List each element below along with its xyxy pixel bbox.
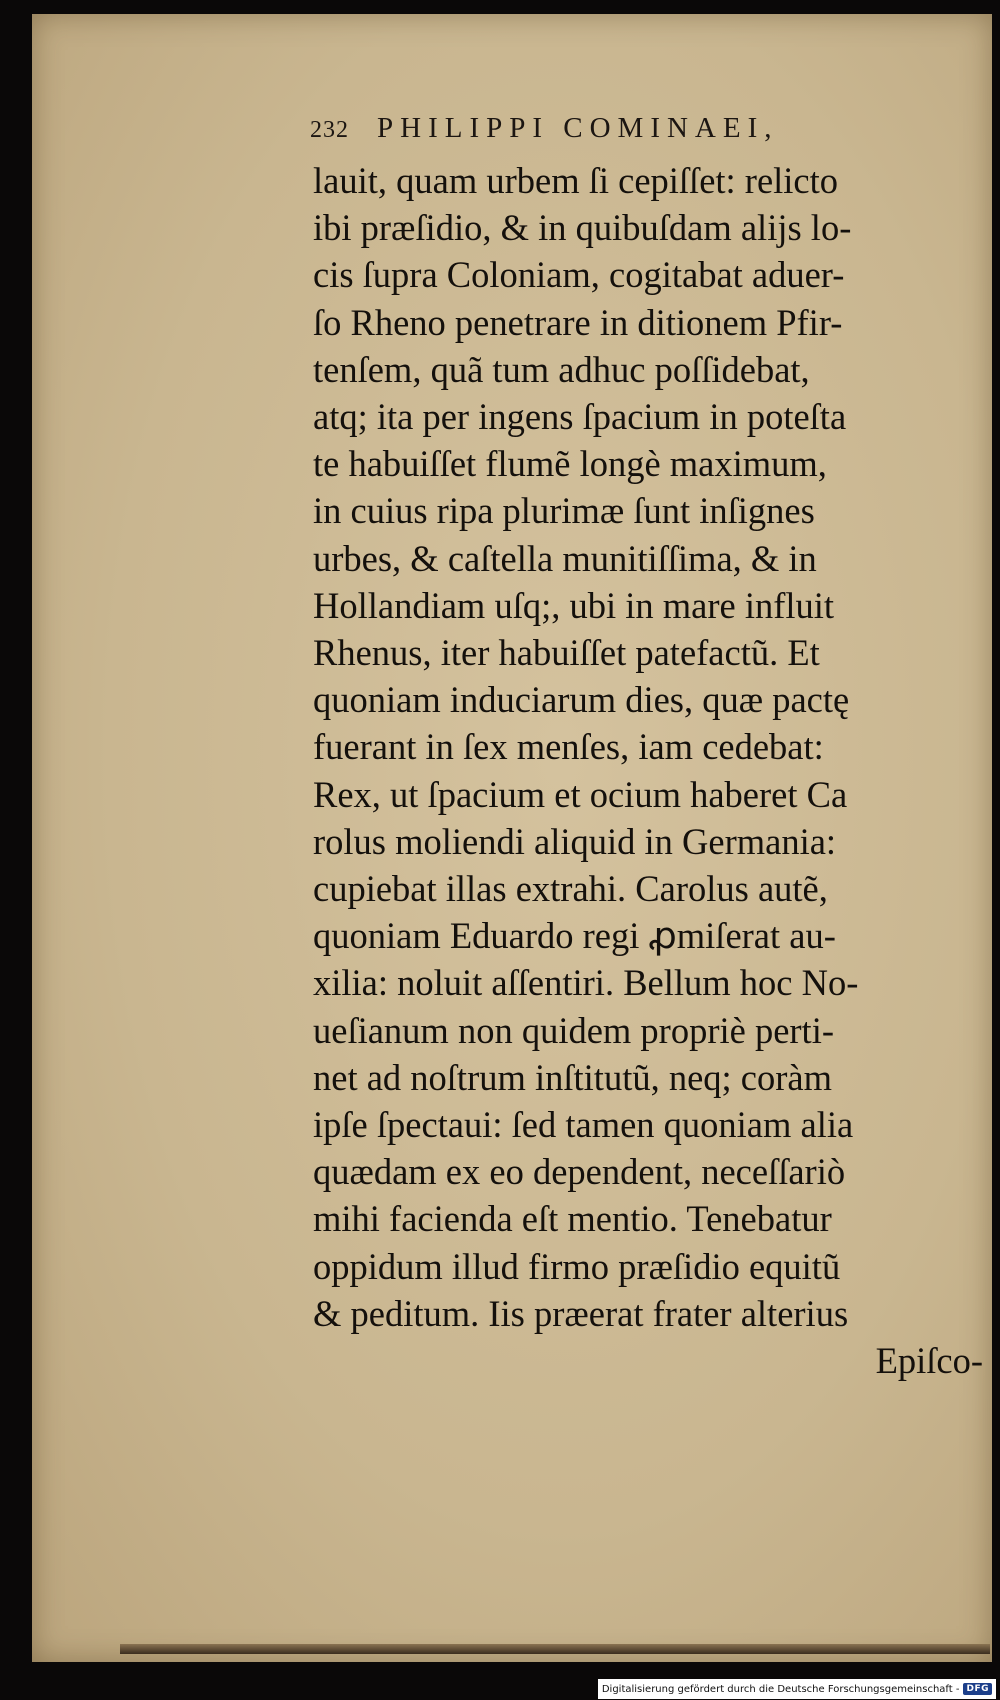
text-line: te habuiſſet flumẽ longè maximum, <box>313 443 827 485</box>
running-head: PHILIPPI COMINAEI, <box>377 112 779 144</box>
text-line: lauit, quam urbem ſi cepiſſet: relicto <box>313 160 839 201</box>
book-page <box>32 14 992 1662</box>
page-edge <box>120 1644 990 1654</box>
text-line: quædam ex eo dependent, neceſſariò <box>313 1151 846 1193</box>
funding-credit: Digitalisierung gefördert durch die Deutsche Forschungsgemeinschaft - <box>601 1683 960 1695</box>
page-header <box>310 112 930 152</box>
text-line: quoniam induciarum dies, quæ pactę <box>313 679 850 721</box>
text-line: ibi præſidio, & in quibuſdam alijs lo- <box>313 207 852 249</box>
text-line: rolus moliendi aliquid in Germania: <box>313 820 837 862</box>
text-line: cupiebat illas extrahi. Carolus autẽ, <box>313 868 828 910</box>
text-line: tenſem, quã tum adhuc poſſidebat, <box>313 348 810 390</box>
text-line: ipſe ſpectaui: ſed tamen quoniam alia <box>313 1104 854 1146</box>
digitization-footer <box>598 1679 996 1699</box>
text-line: in cuius ripa plurimæ ſunt inſignes <box>313 490 815 532</box>
text-line: ſo Rheno penetrare in ditionem Pfir- <box>313 301 843 343</box>
text-line: net ad noſtrum inſtitutũ, neq; coràm <box>313 1056 833 1098</box>
text-line: atq; ita per ingens ſpacium in poteſta <box>313 396 847 438</box>
dfg-logo-icon: DFG <box>963 1683 992 1695</box>
text-line: Hollandiam uſq;, ubi in mare influit <box>313 584 835 626</box>
page-number: 232 <box>310 117 349 143</box>
text-line: oppidum illud firmo præſidio equitũ <box>313 1245 841 1287</box>
text-line: xilia: noluit aſſentiri. Bellum hoc No- <box>313 962 859 1004</box>
text-line: urbes, & caſtella munitiſſima, & in <box>313 537 817 579</box>
text-line: fuerant in ſex menſes, iam cedebat: <box>313 726 824 768</box>
text-line: cis ſupra Coloniam, cogitabat aduer- <box>313 254 845 296</box>
text-line: ueſianum non quidem propriè perti- <box>313 1009 834 1051</box>
text-line: & peditum. Iis præerat frater alterius <box>313 1292 849 1334</box>
catchword: Epiſco- <box>875 1340 983 1382</box>
text-line: Rhenus, iter habuiſſet patefactũ. Et <box>313 632 820 674</box>
body-text <box>313 157 993 1384</box>
text-line: mihi facienda eſt mentio. Tenebatur <box>313 1198 832 1240</box>
text-line: Rex, ut ſpacium et ocium haberet Ca <box>313 773 848 815</box>
text-line: quoniam Eduardo regi ꝓmiſerat au- <box>313 915 836 957</box>
